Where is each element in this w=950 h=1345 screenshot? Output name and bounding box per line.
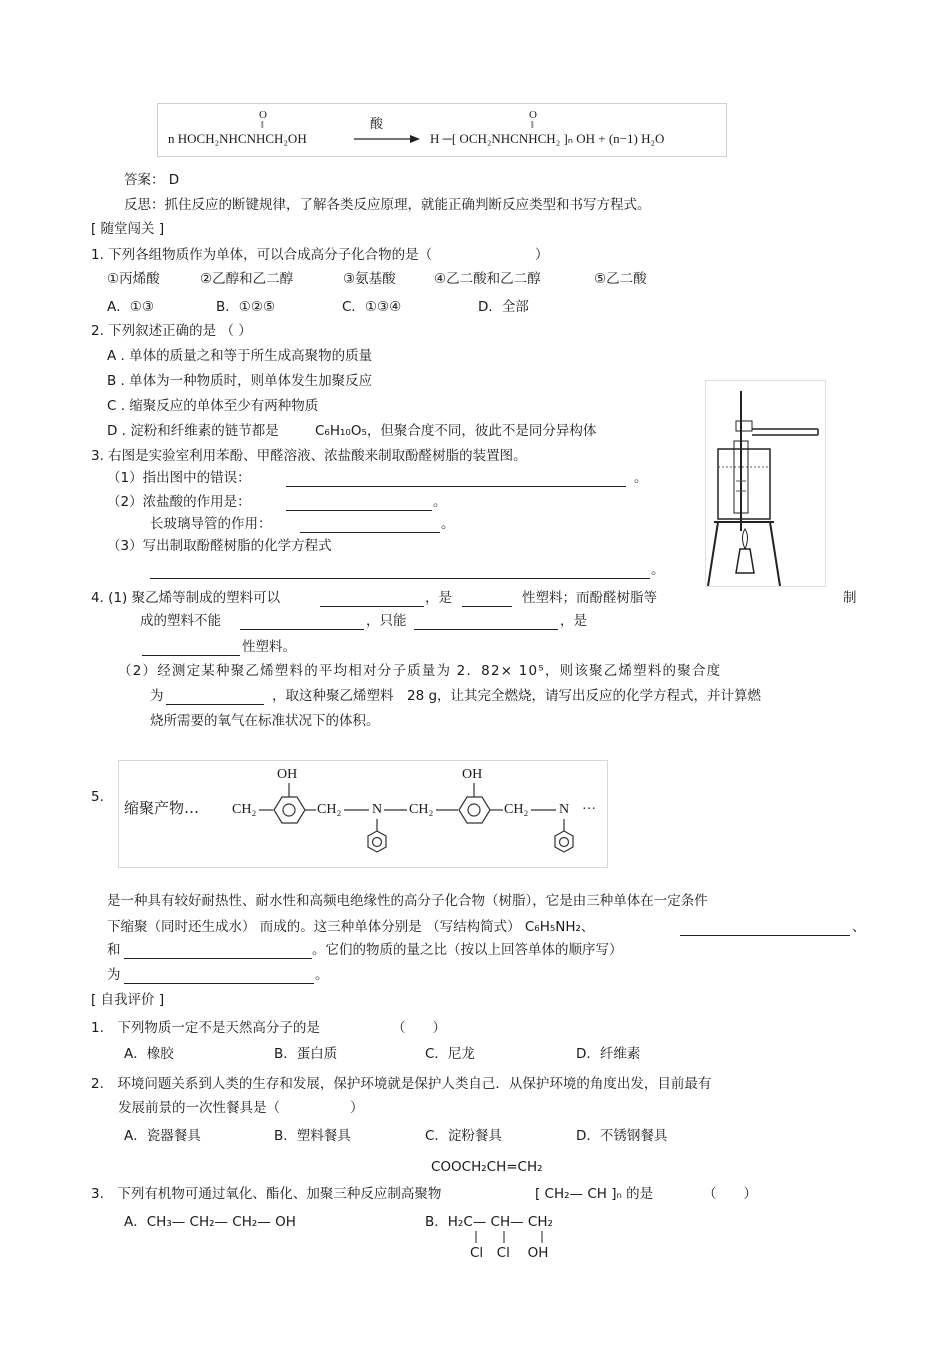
q4-line1-c: 性塑料；而酚醛树脂等 <box>522 590 657 606</box>
structure-label: 缩聚产物… <box>124 799 200 817</box>
s1-option: C．尼龙 <box>425 1046 475 1062</box>
reaction-carbonyl-o-right: O <box>529 109 537 121</box>
q1-item: ⑤乙二酸 <box>594 271 647 287</box>
q3-stem: 3. 右图是实验室利用苯酚、甲醛溶液、浓盐酸来制取酚醛树脂的装置图。 <box>91 448 527 464</box>
q4-blank-2[interactable] <box>462 592 512 607</box>
q4-blank-4[interactable] <box>414 615 558 630</box>
s3-polymer: [ CH₂— CH ]ₙ 的是 <box>535 1186 654 1202</box>
structure-ch2: CH₂ <box>317 802 342 817</box>
s3-option-a: A．CH₃— CH₂— CH₂— OH <box>124 1214 296 1230</box>
reaction-reactant: n HOCH₂NHCNHCH₂OH <box>168 131 307 146</box>
s3-option-b-bonds <box>470 1231 570 1245</box>
q2-option-c: C . 缩聚反应的单体至少有两种物质 <box>107 398 319 414</box>
q4-blank-5[interactable] <box>142 641 240 656</box>
q1-option: D．全部 <box>478 299 529 315</box>
s2-stem: 2. 环境问题关系到人类的生存和发展，保护环境就是保护人类自己．从保护环境的角度出发，目前最有 <box>91 1076 712 1092</box>
q2-option-b: B . 单体为一种物质时，则单体发生加聚反应 <box>107 373 373 389</box>
reflection-line: 反思：抓住反应的断键规律，了解各类反应原理，就能正确判断反应类型和书写方程式。 <box>124 197 651 213</box>
structure-n: N <box>372 802 383 817</box>
section-title-self-assessment: [ 自我评价 ] <box>91 992 165 1008</box>
s3-stem: 3. 下列有机物可通过氧化、酯化、加聚三种反应制高聚物 <box>91 1186 442 1202</box>
s2-option: D．不锈钢餐具 <box>576 1128 668 1144</box>
q3-part2-end: 。 <box>433 494 447 510</box>
q4-part2-line1: （2）经测定某种聚乙烯塑料的平均相对分子质量为 2．82× 10⁵，则该聚乙烯塑料的聚合度 <box>118 663 722 679</box>
q3-part2b-blank[interactable] <box>300 518 440 533</box>
s1-option: D．纤维素 <box>576 1046 641 1062</box>
q4-part2-prefix: 为 <box>150 688 164 704</box>
structure-bonds-drawing <box>119 761 607 867</box>
apparatus-drawing <box>706 381 825 586</box>
structure-ch2: CH₂ <box>232 802 257 817</box>
s1-paren: （ ） <box>392 1020 446 1036</box>
q5-number: 5. <box>91 789 104 805</box>
s1-option: A．橡胶 <box>124 1046 174 1062</box>
structure-oh: OH <box>277 767 298 782</box>
q4-part2-line2: ，取这种聚乙烯塑料 28 g，让其完全燃烧，请写出反应的化学方程式，并计算燃 <box>272 688 762 704</box>
q4-blank-1[interactable] <box>320 592 424 607</box>
q1-option: A．①③ <box>107 299 154 315</box>
structure-n: N <box>559 802 570 817</box>
reaction-carbonyl-bond-right: ‖ <box>531 120 534 131</box>
polycondensate-structure-figure <box>118 760 608 868</box>
q3-part2b-end: 。 <box>441 516 455 532</box>
reaction-equation-figure <box>157 103 727 157</box>
q3-part2b: 长玻璃导管的作用： <box>150 516 272 532</box>
q1-item: ③氨基酸 <box>343 271 396 287</box>
reaction-product: H ─[ OCH₂NHCNHCH₂ ]ₙ OH + (n−1) H₂O <box>430 131 665 146</box>
q4-blank-6[interactable] <box>166 690 264 705</box>
s2-close-paren: ） <box>350 1100 364 1116</box>
q4-blank-3[interactable] <box>240 615 364 630</box>
q4-line3: 性塑料。 <box>242 639 296 655</box>
q1-close-paren: ） <box>535 247 549 263</box>
q5-blank-1[interactable] <box>680 921 850 936</box>
q4-line2-c: ，是 <box>560 613 587 629</box>
q4-line2-b: ，只能 <box>366 613 407 629</box>
q5-blank-2[interactable] <box>124 944 312 959</box>
reaction-arrow-icon <box>354 134 420 144</box>
q3-part3: （3）写出制取酚醛树脂的化学方程式 <box>107 538 332 554</box>
q1-item: ②乙醇和乙二醇 <box>200 271 294 287</box>
q4-line1-a: 4. (1) 聚乙烯等制成的塑料可以 <box>91 590 281 606</box>
structure-ch2: CH₂ <box>504 802 529 817</box>
q5-line4-prefix: 为 <box>107 967 121 983</box>
q3-part1: （1）指出图中的错误： <box>107 470 251 486</box>
section-title-practice: [ 随堂闯关 ] <box>91 221 165 237</box>
q2-option-d-formula: C₆H₁₀O₅，但聚合度不同，彼此不是同分异构体 <box>315 423 597 439</box>
q5-line3-prefix: 和 <box>107 942 121 958</box>
reaction-carbonyl-bond-left: ‖ <box>261 120 264 131</box>
reaction-carbonyl-o-left: O <box>259 109 267 121</box>
s1-option: B．蛋白质 <box>274 1046 338 1062</box>
apparatus-image <box>705 380 826 587</box>
q5-blank-3[interactable] <box>124 969 314 984</box>
q4-line1-b: ，是 <box>425 590 452 606</box>
s2-option: B．塑料餐具 <box>274 1128 351 1144</box>
s3-side-group: COOCH₂CH=CH₂ <box>431 1159 543 1175</box>
structure-dots: ··· <box>582 802 596 817</box>
q1-item: ①丙烯酸 <box>107 271 160 287</box>
q2-stem: 2. 下列叙述正确的是 （ ） <box>91 323 252 339</box>
q1-option: B．①②⑤ <box>216 299 276 315</box>
q3-part2-blank[interactable] <box>286 496 432 511</box>
q3-part1-end: 。 <box>634 470 648 486</box>
s2-stem-2: 发展前景的一次性餐具是（ <box>118 1100 280 1116</box>
answer-line: 答案： D <box>124 172 180 188</box>
q5-line4-end: 。 <box>315 967 329 983</box>
q4-part2-line3: 烧所需要的氧气在标准状况下的体积。 <box>150 713 380 729</box>
q1-item: ④乙二酸和乙二醇 <box>434 271 541 287</box>
q3-part1-blank[interactable] <box>286 472 626 487</box>
q1-option: C．①③④ <box>342 299 402 315</box>
s2-option: C．淀粉餐具 <box>425 1128 502 1144</box>
s1-stem: 1. 下列物质一定不是天然高分子的是 <box>91 1020 320 1036</box>
q5-line1: 是一种具有较好耐热性、耐水性和高频电绝缘性的高分子化合物（树脂），它是由三种单体在一定条件 <box>107 893 708 909</box>
q5-line3: 。它们的物质的量之比（按以上回答单体的顺序写） <box>312 942 623 958</box>
structure-oh: OH <box>462 767 483 782</box>
q3-part3-blank[interactable] <box>150 564 650 579</box>
structure-ch2: CH₂ <box>409 802 434 817</box>
s3-option-b-substituents: Cl Cl OH <box>470 1245 549 1261</box>
reaction-condition: 酸 <box>370 117 384 132</box>
q5-line2: 下缩聚（同时还生成水） 而成的。这三种单体分别是 （写结构简式） C₆H₅NH₂、 <box>107 919 595 935</box>
q2-option-d: D . 淀粉和纤维素的链节都是 <box>107 423 279 439</box>
q2-option-a: A . 单体的质量之和等于所生成高聚物的质量 <box>107 348 373 364</box>
q1-stem: 1. 下列各组物质作为单体，可以合成高分子化合物的是（ <box>91 247 433 263</box>
s3-paren: （ ） <box>703 1186 757 1202</box>
q3-part2: （2）浓盐酸的作用是： <box>107 494 251 510</box>
s3-option-b: B．H₂C— CH— CH₂ <box>425 1214 553 1230</box>
q4-line1-d: 制 <box>843 590 857 606</box>
q3-part3-end: 。 <box>651 562 665 578</box>
q4-line2-a: 成的塑料不能 <box>140 613 221 629</box>
s2-option: A．瓷器餐具 <box>124 1128 201 1144</box>
q5-line2-end: 、 <box>852 919 866 935</box>
